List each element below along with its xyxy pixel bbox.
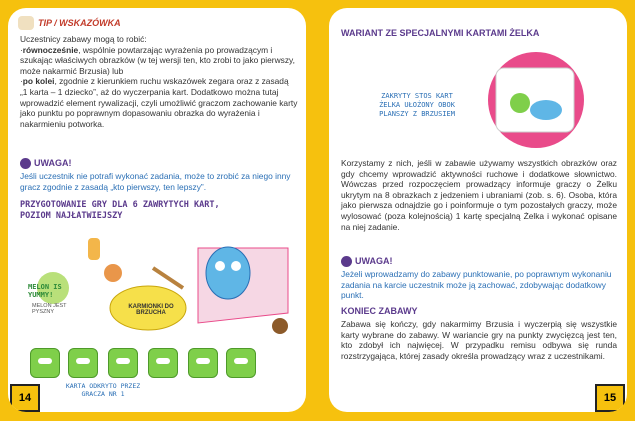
koniec-title: KONIEC ZABAWY <box>341 306 418 316</box>
uwaga-icon <box>20 158 31 169</box>
uwaga-title: UWAGA! <box>34 158 72 168</box>
sock-icon <box>88 238 100 260</box>
tip-bullet-2: ·po kolei, zgodnie z kierunkiem ruchu wskazówek zegara oraz z zasadą „1 karta – 1 dziecko”, aż do wyczerpania kart. Dodatkowo można tutaj wprowadzić element rywalizacji, czyli umożliwić graczom zachowanie karty jako punktu po poprawnym dopasowaniu obrazka do wyrażenia i nakarmieniu potworka. <box>20 76 298 129</box>
plate-label: KARMIONKI DO BRZUCHA <box>128 304 174 316</box>
prep-heading: PRZYGOTOWANIE GRY DLA 6 ZAWRYTYCH KART, POZIOM NAJŁATWIEJSZY <box>20 200 220 221</box>
melon-sub: MELON JEST PYSZNY <box>32 303 67 315</box>
monster-icon <box>206 247 250 299</box>
stack-callout: ZAKRYTY STOS KART ŻELKA UŁOŻONY OBOK PLANSZY Z BRZUSIEM <box>379 92 455 118</box>
tip-bullet-1: ·równocześnie, wspólnie powtarzając wyrażenia po prowadzącym i szukając właściwych obrazków (w tej wersji ten, kto zrobi to jako pierwszy, może nakarmić Brzusia) lub <box>20 44 295 76</box>
tip-badge <box>18 16 34 30</box>
zelek-icon <box>510 93 530 113</box>
variant-paragraph: Korzystamy z nich, jeśli w zabawie używamy wszystkich obrazków oraz gdy chcemy wprowadzić aktywności ruchowe i dodatkowe słownictwo. Wówczas przed rozpoczęciem prowadzący informuje graczy o Żelku ukrytym na 8 obrazkach z jedzeniem i ubraniami (zob. s. 6). Osoba, która jako pierwsza odnajdzie go i poinformuje o tym pozostałych graczy, może wylosować (poza kolejnością) 1 kartę specjalną Żelka i wykonać opisane na niej zadanie. <box>341 158 617 232</box>
uwaga-title-right: UWAGA! <box>355 256 393 266</box>
card-4 <box>148 348 178 378</box>
poop-icon <box>272 318 288 334</box>
left-page <box>8 8 306 412</box>
melon-label: MELON IS YUMMY! <box>28 283 62 299</box>
tip-intro: Uczestnicy zabawy mogą to robić: <box>20 34 147 44</box>
card-1 <box>30 348 60 378</box>
uwaga-text: Jeśli uczestnik nie potrafi wykonać zadania, może to zrobić za niego inny gracz zgodnie z zasadą „kto pierwszy, ten lepszy”. <box>20 171 291 192</box>
fork-icon <box>153 268 183 288</box>
card-2 <box>68 348 98 378</box>
zelek-card-stack <box>464 48 604 158</box>
right-page <box>329 8 627 412</box>
tip-title: TIP / WSKAZÓWKA <box>38 18 121 28</box>
face-down-label: KARTA ODKRYTO PRZEZ GRACZA NR 1 <box>65 382 141 398</box>
card-5 <box>188 348 218 378</box>
page-number-left: 14 <box>10 384 40 412</box>
card-6 <box>226 348 256 378</box>
variant-title: WARIANT ZE SPECJALNYMI KARTAMI ŻELKA <box>341 28 540 38</box>
uwaga-text-right: Jeżeli wprowadzamy do zabawy punktowanie, po poprawnym wykonaniu zadania na karcie uczestnik może ją zachować, zdobywając dodatkowy punkt. <box>341 269 612 301</box>
card-3 <box>108 348 138 378</box>
page-number-right: 15 <box>595 384 625 412</box>
donut-icon <box>104 264 122 282</box>
uwaga-icon-right <box>341 256 352 267</box>
koniec-text: Zabawa się kończy, gdy nakarmimy Brzusia i wyczerpią się wszystkie karty wybrane do zabawy. W wariancie gry na punkty zwycięzcą jest ten, kto zdobył ich najwięcej. W przypadku remisu odbywa się runda rozstrzygająca, której zasady określa prowadzący wraz z uczestnikami. <box>341 319 617 361</box>
bowl-icon <box>530 100 562 120</box>
